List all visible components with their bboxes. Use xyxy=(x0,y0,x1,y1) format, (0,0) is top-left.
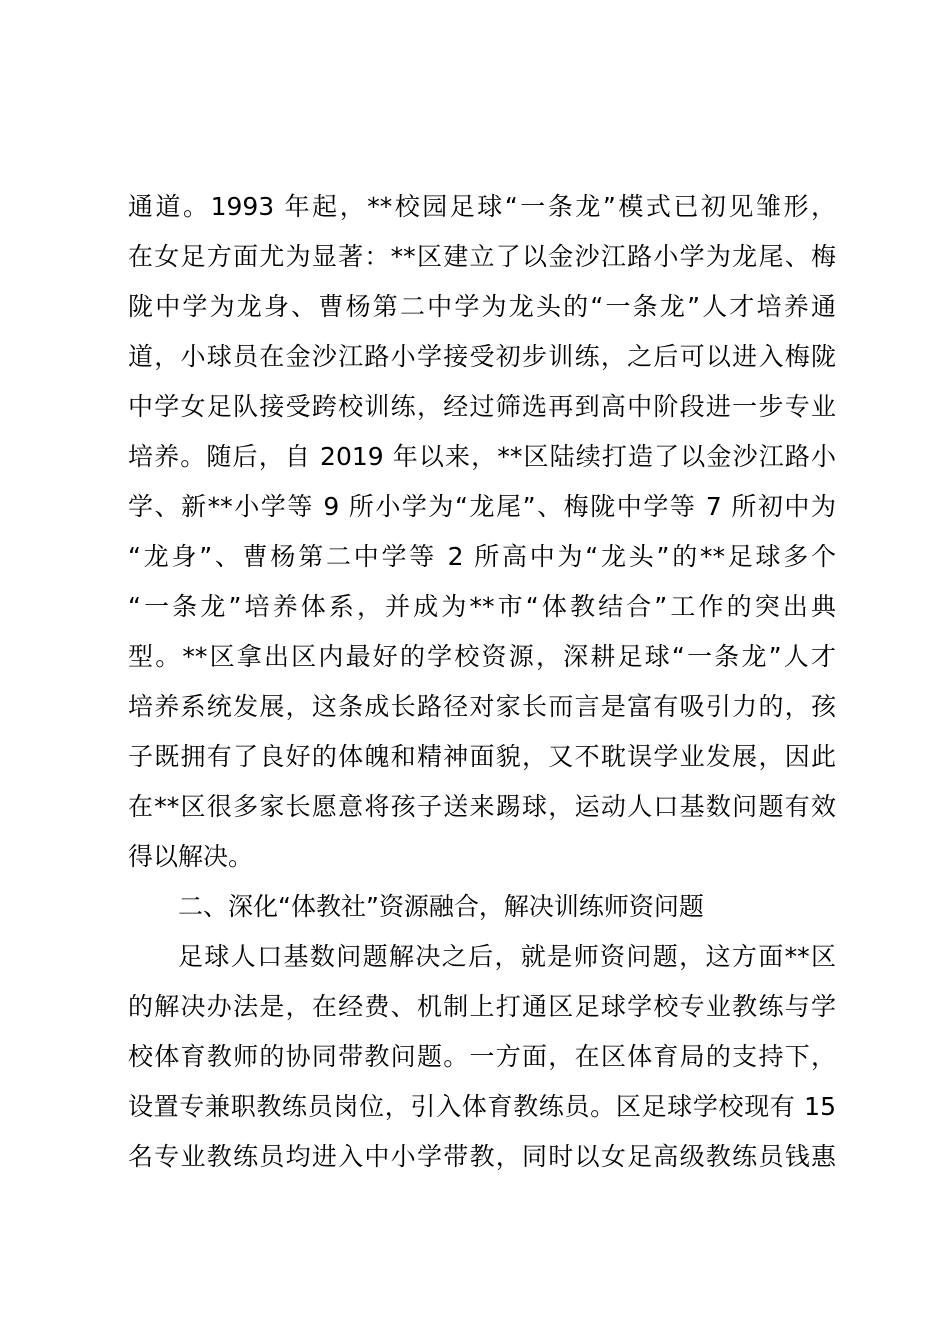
text-line: “龙身”、曹杨第二中学等 2 所高中为“龙头”的**足球多个 xyxy=(128,542,836,571)
text-line: 的解决办法是，在经费、机制上打通区足球学校专业教练与学 xyxy=(128,992,836,1021)
text-line: 培养系统发展，这条成长路径对家长而言是富有吸引力的，孩 xyxy=(128,692,836,721)
text-line: 培养。随后，自 2019 年以来，**区陆续打造了以金沙江路小 xyxy=(128,442,836,471)
text-line: 在女足方面尤为显著：**区建立了以金沙江路小学为龙尾、梅 xyxy=(128,242,836,271)
text-line: “一条龙”培养体系，并成为**市“体教结合”工作的突出典 xyxy=(128,592,836,621)
paragraph-first-line: 足球人口基数问题解决之后，就是师资问题，这方面**区 xyxy=(178,942,836,971)
text-line: 型。**区拿出区内最好的学校资源，深耕足球“一条龙”人才 xyxy=(128,642,836,671)
text-line: 在**区很多家长愿意将孩子送来踢球，运动人口基数问题有效 xyxy=(128,792,836,821)
text-line: 通道。1993 年起，**校园足球“一条龙”模式已初见雏形， xyxy=(128,192,836,221)
section-heading: 二、深化“体教社”资源融合，解决训练师资问题 xyxy=(178,892,704,921)
text-line: 陇中学为龙身、曹杨第二中学为龙头的“一条龙”人才培养通 xyxy=(128,292,836,321)
text-line: 校体育教师的协同带教问题。一方面，在区体育局的支持下， xyxy=(128,1042,836,1071)
text-line: 得以解决。 xyxy=(128,842,254,871)
text-line: 道，小球员在金沙江路小学接受初步训练，之后可以进入梅陇 xyxy=(128,342,836,371)
text-line: 设置专兼职教练员岗位，引入体育教练员。区足球学校现有 15 xyxy=(128,1092,836,1121)
text-line: 学、新**小学等 9 所小学为“龙尾”、梅陇中学等 7 所初中为 xyxy=(128,492,836,521)
body-text xyxy=(128,182,836,1182)
text-line: 名专业教练员均进入中小学带教，同时以女足高级教练员钱惠 xyxy=(128,1142,836,1171)
text-line: 中学女足队接受跨校训练，经过筛选再到高中阶段进一步专业 xyxy=(128,392,836,421)
text-line: 子既拥有了良好的体魄和精神面貌，又不耽误学业发展，因此 xyxy=(128,742,836,771)
